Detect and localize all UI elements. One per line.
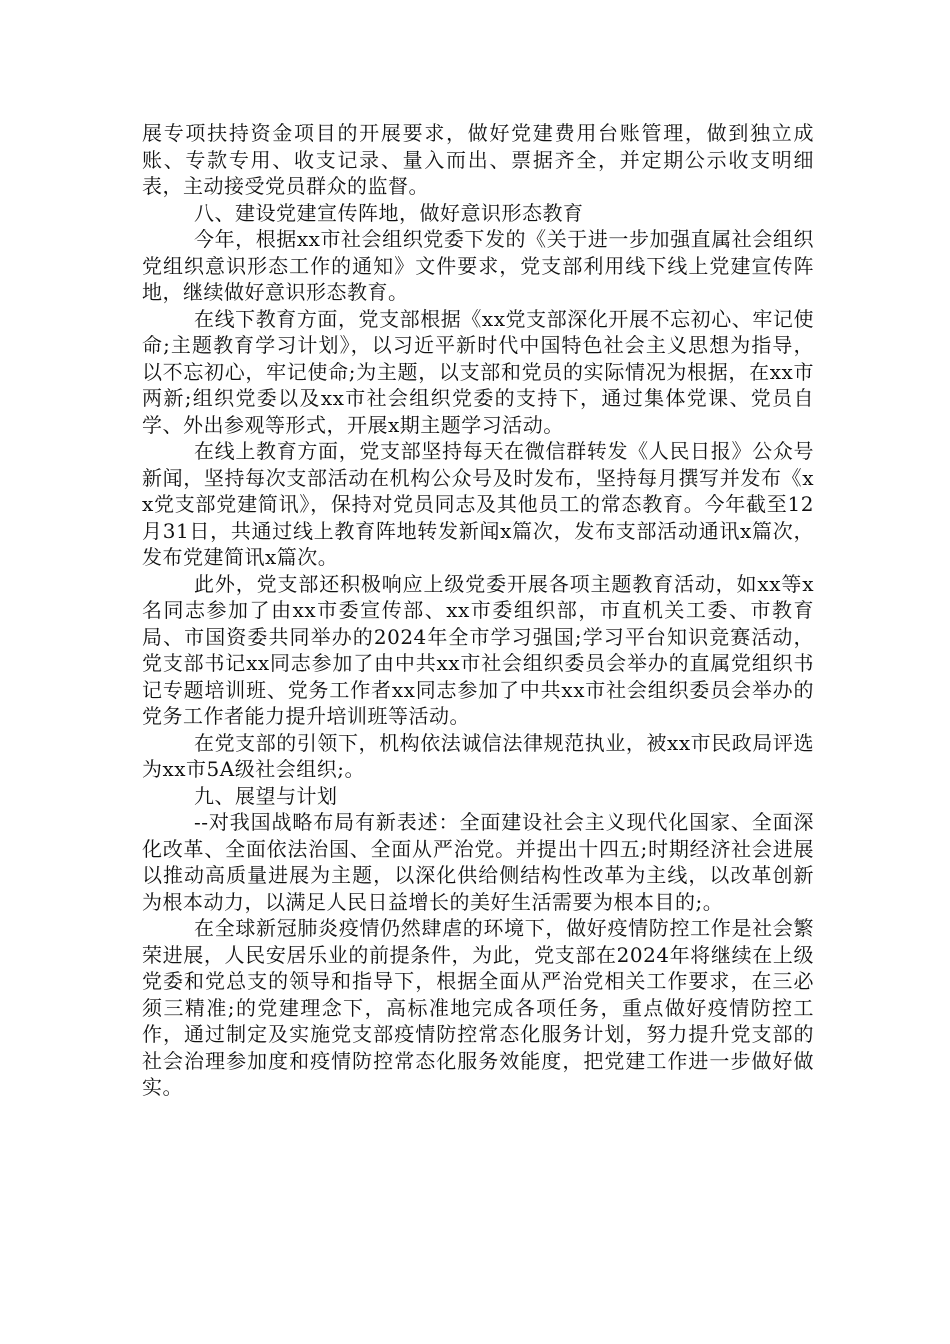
paragraph-theme-activities: 此外，党支部还积极响应上级党委开展各项主题教育活动，如xx等x名同志参加了由xx市委宣传部、xx市委组织部，市直机关工委、市教育局、市国资委共同举办的2024年全市学习强国;学习平台知识竞赛活动，党支部书记xx同志参加了由中共xx市社会组织委员会举办的直属党组织书记专题培训班、党务工作者xx同志参加了中共xx市社会组织委员会举办的党务工作者能力提升培训班等活动。 <box>142 571 814 728</box>
paragraph-ideology-notice: 今年，根据xx市社会组织党委下发的《关于进一步加强直属社会组织党组织意识形态工作的通知》文件要求，党支部利用线下线上党建宣传阵地，继续做好意识形态教育。 <box>142 227 814 304</box>
paragraph-5a-rating: 在党支部的引领下，机构依法诚信法律规范执业，被xx市民政局评选为xx市5A级社会组织;。 <box>142 730 814 781</box>
paragraph-offline-education: 在线下教育方面，党支部根据《xx党支部深化开展不忘初心、牢记使命;主题教育学习计划》，以习近平新时代中国特色社会主义思想为指导，以不忘初心，牢记使命;为主题，以支部和党员的实际情况为根据，在xx市两新;组织党委以及xx市社会组织党委的支持下，通过集体党课、党员自学、外出参观等形式，开展x期主题学习活动。 <box>142 306 814 437</box>
section-heading-nine: 九、展望与计划 <box>194 783 338 808</box>
paragraph-strategy: --对我国战略布局有新表述：全面建设社会主义现代化国家、全面深化改革、全面依法治国、全面从严治党。并提出十四五;时期经济社会进展以推动高质量进展为主题，以深化供给侧结构性改革为主线，以改革创新为根本动力，以满足人民日益增长的美好生活需要为根本目的;。 <box>142 810 814 914</box>
document-body <box>142 120 814 1101</box>
paragraph-epidemic-plan: 在全球新冠肺炎疫情仍然肆虐的环境下，做好疫情防控工作是社会繁荣进展，人民安居乐业的前提条件，为此，党支部在2024年将继续在上级党委和党总支的领导和指导下，根据全面从严治党相关工作要求，在三必须三精准;的党建理念下，高标准地完成各项任务，重点做好疫情防控工作，通过制定及实施党支部疫情防控常态化服务计划，努力提升党支部的社会治理参加度和疫情防控常态化服务效能度，把党建工作进一步做好做实。 <box>142 916 814 1099</box>
section-heading-eight: 八、建设党建宣传阵地，做好意识形态教育 <box>194 200 584 225</box>
paragraph-continuation: 展专项扶持资金项目的开展要求，做好党建费用台账管理，做到独立成账、专款专用、收支记录、量入而出、票据齐全，并定期公示收支明细表，主动接受党员群众的监督。 <box>142 121 814 198</box>
paragraph-online-education: 在线上教育方面，党支部坚持每天在微信群转发《人民日报》公众号新闻，坚持每次支部活动在机构公众号及时发布，坚持每月撰写并发布《xx党支部党建简讯》，保持对党员同志及其他员工的常态教育。今年截至12月31日，共通过线上教育阵地转发新闻x篇次，发布支部活动通讯x篇次，发布党建简讯x篇次。 <box>142 439 814 569</box>
